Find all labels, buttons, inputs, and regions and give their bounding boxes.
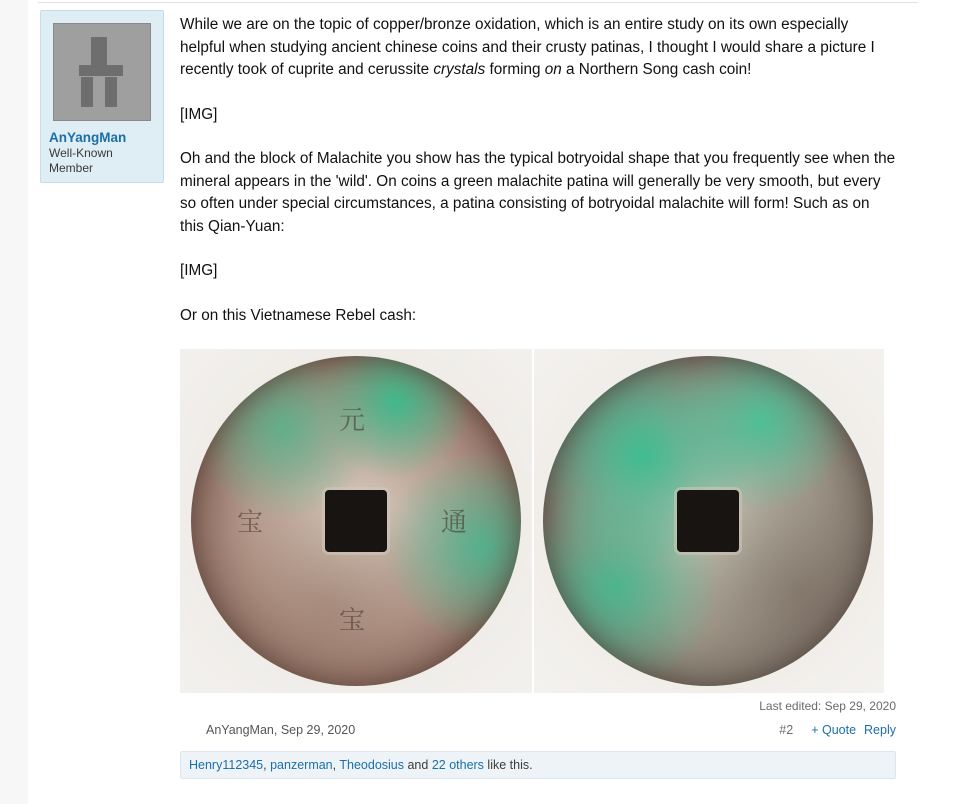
meta-author-link[interactable]: AnYangMan — [206, 723, 274, 737]
post-meta-left — [206, 723, 355, 737]
post-paragraph-2: Oh and the block of Malachite you show has the typical botryoidal shape that you frequently see when the mineral appears in the 'wild'. On coins a green malachite patina will generally be very smooth, but every so often under special circumstances, a patina consisting of botryoidal malachite will form! Such as on this Qian-Yuan: — [180, 150, 896, 235]
quote-button[interactable]: + Quote — [811, 723, 857, 737]
post-author-username[interactable]: AnYangMan — [49, 130, 127, 145]
coin-obverse-hole — [325, 490, 387, 552]
coin-reverse-image — [532, 349, 884, 693]
paragraph-1-text-b: forming — [485, 61, 545, 78]
coin-char-left: 宝 — [237, 508, 264, 537]
likes-and: and — [404, 758, 432, 772]
image-placeholder-1: [IMG] — [180, 105, 218, 123]
meta-date: Sep 29, 2020 — [280, 723, 356, 737]
coin-reverse-disc — [543, 356, 873, 686]
post-meta-row — [180, 723, 896, 745]
likes-bar — [180, 751, 896, 779]
post-paragraph-1 — [180, 14, 896, 82]
avatar-placeholder-icon — [75, 35, 129, 109]
post-permalink[interactable]: #2 — [779, 723, 794, 737]
like-user-2[interactable]: panzerman — [270, 758, 333, 772]
coin-char-bottom: 宝 — [339, 606, 366, 635]
coin-char-right: 通 — [441, 508, 468, 537]
last-edited-label: Last edited: Sep 29, 2020 — [759, 699, 896, 713]
likes-comma-1: , — [263, 758, 271, 772]
image-placeholder-2: [IMG] — [180, 262, 218, 279]
post-container — [28, 0, 956, 804]
coin-photo-attachment[interactable] — [180, 349, 884, 693]
meta-separator: , — [273, 723, 281, 737]
like-others-link[interactable]: 22 others — [431, 758, 484, 772]
paragraph-1-emphasis-crystals: crystals — [433, 61, 486, 78]
paragraph-1-text-c: a Northern Song cash coin! — [561, 61, 752, 78]
paragraph-1-emphasis-on: on — [544, 61, 562, 78]
post-message-column — [180, 14, 896, 779]
post-author-title: Well-Known Member — [49, 146, 113, 175]
likes-comma-2: , — [332, 758, 340, 772]
post-user-block — [40, 10, 164, 183]
coin-char-top: 元 — [339, 406, 366, 435]
coin-reverse-hole — [677, 490, 739, 552]
paragraph-1-text-a: While we are on the topic of copper/bronze oxidation, which is an entire study on its own especially helpful when studying ancient chinese coins and their crusty patinas, I thought I would share a picture I recently took of cuprite and cerussite — [180, 16, 875, 78]
like-user-3[interactable]: Theodosius — [339, 758, 404, 772]
reply-button[interactable]: Reply — [864, 723, 896, 737]
post-top-divider — [38, 2, 918, 3]
like-user-1[interactable]: Henry112345 — [189, 758, 264, 772]
photo-seam-divider — [532, 349, 534, 693]
coin-obverse-disc — [191, 356, 521, 686]
avatar[interactable] — [53, 23, 151, 121]
coin-obverse-image — [180, 349, 532, 693]
likes-suffix: like this. — [483, 758, 533, 772]
page-left-gutter — [0, 0, 29, 804]
post-meta-right — [779, 723, 896, 737]
post-paragraph-3: Or on this Vietnamese Rebel cash: — [180, 306, 417, 324]
